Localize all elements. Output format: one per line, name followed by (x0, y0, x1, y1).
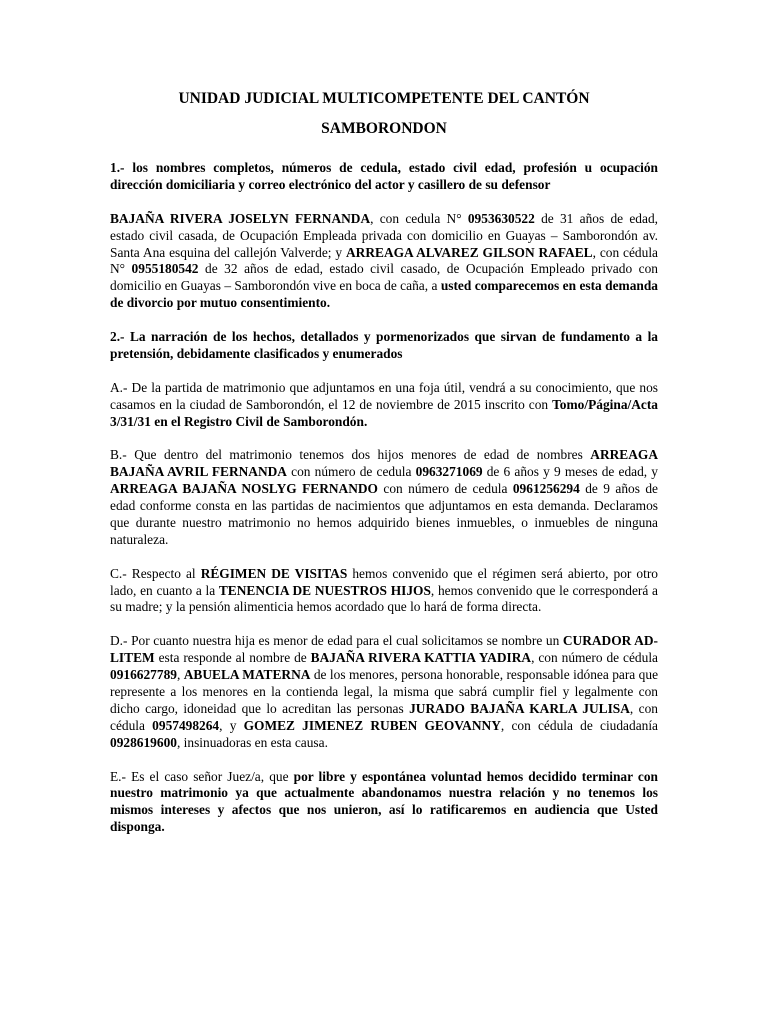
child-2-id: 0961256294 (512, 481, 580, 497)
text-run: A.- De la partida de matrimonio que adjuntamos en una foja útil, vendrá a su conocimiento, que nos casamos en la ciudad de Samborondón, el 12 de noviembre de 2015 inscrito con (110, 379, 658, 412)
witness-1-name: JURADO BAJAÑA KARLA JULISA (409, 700, 630, 716)
text-run: , insinuadoras en esta causa. (176, 734, 328, 750)
paragraph-d (110, 633, 658, 751)
document-page (110, 84, 658, 853)
registry-reference: Tomo/Página/Acta 3/31/31 en el Registro Civil de Samborondón. (110, 396, 658, 429)
section-1-heading (110, 160, 658, 194)
text-run: de 6 años y 9 meses de edad, y (482, 464, 658, 480)
parties-paragraph (110, 211, 658, 312)
text-run: , con cedula N° (370, 210, 468, 226)
curator-title: CURADOR AD-LITEM (110, 633, 658, 666)
witness-1-id: 0957498264 (152, 717, 220, 733)
paragraph-e (110, 769, 658, 837)
child-1-name: ARREAGA BAJAÑA AVRIL FERNANDA (110, 447, 658, 480)
text-run: de 9 años de edad conforme consta en las partidas de nacimientos que adjuntamos en esta demanda. Declaramos que durante nuestro matrimonio no hemos adquirido bienes inmuebles, o inmuebles de ninguna naturaleza. (110, 481, 658, 547)
text-run: de 32 años de edad, estado civil casado, de Ocupación Empleado privado con domicilio en Guayas – Samborondón vive en boca de caña, a (110, 261, 658, 294)
text-run: , hemos convenido que le corresponderá a su madre; y la pensión alimenticia hemos acordado que lo hará de forma directa. (110, 582, 658, 615)
actor-2-id: 0955180542 (131, 261, 199, 277)
actor-1-id: 0953630522 (467, 210, 535, 226)
paragraph-a (110, 380, 658, 431)
actor-2-name: ARREAGA ALVAREZ GILSON RAFAEL (346, 244, 593, 260)
text-run: E.- Es el caso señor Juez/a, que (110, 768, 294, 784)
document-title (110, 84, 658, 144)
visitation-regime: RÉGIMEN DE VISITAS (200, 565, 348, 581)
curator-relation: ABUELA MATERNA (183, 667, 311, 683)
paragraph-b (110, 447, 658, 548)
text-run: de los menores, persona honorable, responsable idónea para que represente a los menores en la contienda legal, la misma que sabrá cumplir fiel y legalmente con dicho cargo, idoneidad que lo acreditan las personas (110, 667, 659, 716)
divorce-declaration: por libre y espontánea voluntad hemos decidido terminar con nuestro matrimonio ya que actualmente abandonamos nuestra relación y no tenemos los mismos intereses y afectos que nos unieron, así lo ratificaremos en audiencia que Usted disponga. (110, 768, 658, 835)
text-run: con número de cedula (377, 481, 513, 497)
child-1-id: 0963271069 (415, 464, 483, 480)
curator-name: BAJAÑA RIVERA KATTIA YADIRA (310, 650, 532, 666)
witness-2-id: 0928619600 (110, 734, 177, 750)
parties-closing: usted comparecemos en esta demanda de divorcio por mutuo consentimiento. (110, 278, 658, 311)
section-2-heading (110, 329, 658, 363)
text-run: C.- Respecto al (110, 565, 201, 581)
actor-1-name: BAJAÑA RIVERA JOSELYN FERNANDA (110, 210, 371, 226)
text-run: B.- Que dentro del matrimonio tenemos dos hijos menores de edad de nombres (110, 447, 591, 463)
section-2-heading-text: 2.- La narración de los hechos, detallados y pormenorizados que sirvan de fundamento a la pretensión, debidamente clasificados y enumerados (110, 329, 658, 361)
text-run: esta responde al nombre de (154, 650, 311, 666)
text-run: , con cédula de ciudadanía (500, 717, 658, 733)
child-2-name: ARREAGA BAJAÑA NOSLYG FERNANDO (110, 481, 378, 497)
text-run: hemos convenido que el régimen será abierto, por otro lado, en cuanto a la (110, 565, 658, 598)
text-run: , con número de cédula (531, 650, 658, 666)
text-run: con número de cedula (286, 464, 416, 480)
text-run: , con cédula N° (110, 244, 658, 277)
text-run: D.- Por cuanto nuestra hija es menor de edad para el cual solicitamos se nombre un (110, 633, 563, 649)
curator-id: 0916627789 (110, 667, 177, 683)
custody-clause: TENENCIA DE NUESTROS HIJOS (218, 582, 431, 598)
text-run: , con cédula (110, 700, 658, 733)
text-run: , y (219, 717, 244, 733)
paragraph-c (110, 566, 658, 617)
text-run: , (176, 667, 184, 683)
title-line-2: SAMBORONDON (321, 120, 447, 137)
section-1-heading-text: 1.- los nombres completos, números de cedula, estado civil edad, profesión u ocupación dirección domiciliaria y correo electrónico del actor y casillero de su defensor (110, 160, 658, 192)
title-line-1: UNIDAD JUDICIAL MULTICOMPETENTE DEL CANTÓN (178, 90, 590, 107)
text-run: de 31 años de edad, estado civil casada, de Ocupación Empleada privada con domicilio en Guayas – Samborondón av. Santa Ana esquina del callejón Valverde; y (110, 210, 658, 260)
witness-2-name: GOMEZ JIMENEZ RUBEN GEOVANNY (243, 717, 501, 733)
